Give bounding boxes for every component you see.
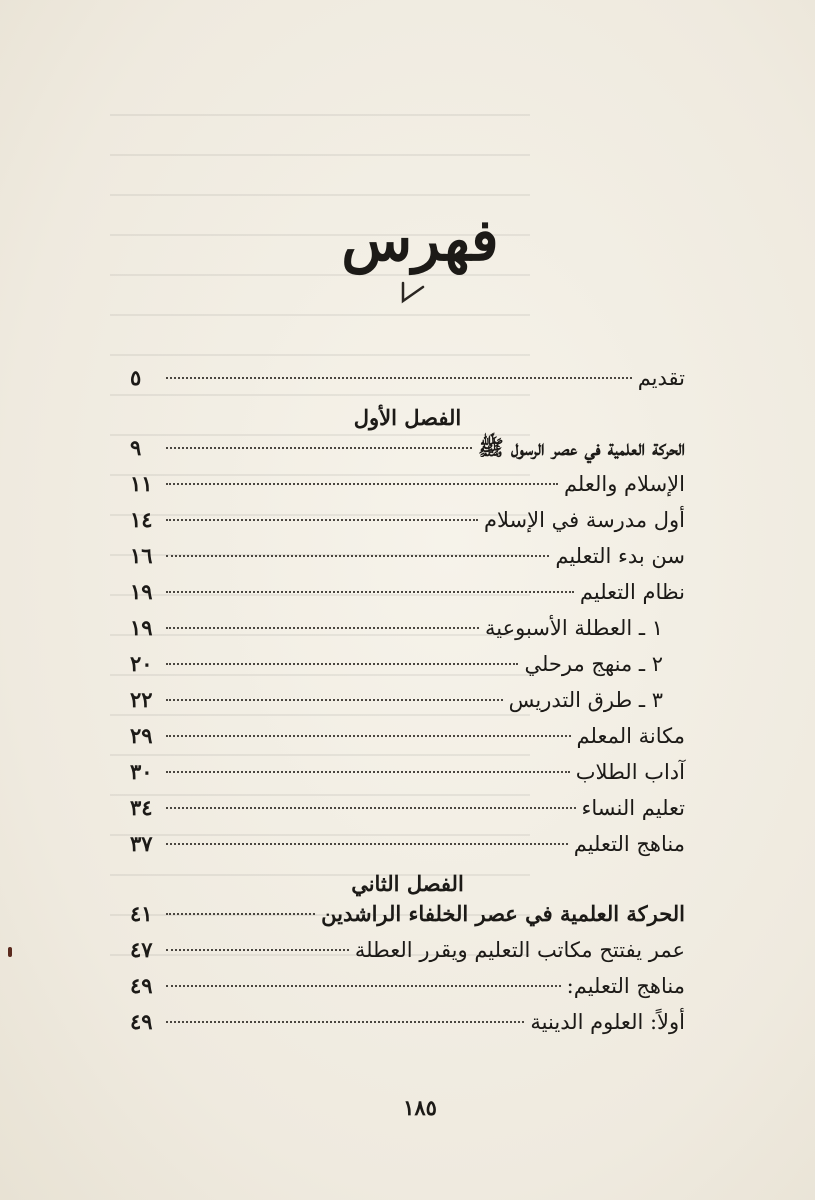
toc-entry-page: ٢٢ (130, 687, 153, 712)
toc-entry-label: عمر يفتتح مكاتب التعليم ويقرر العطلة (354, 938, 685, 962)
toc-entry-page: ١١ (130, 471, 153, 496)
toc-entry[interactable] (130, 615, 685, 651)
page-number: ١٨٥ (403, 1095, 437, 1120)
page-title: فهرس (341, 206, 499, 274)
toc-entry-label: الإسلام والعلم (563, 472, 685, 496)
toc-entry-label: نظام التعليم (579, 580, 685, 604)
toc-entry[interactable] (130, 579, 685, 615)
dot-leader (166, 735, 571, 737)
toc-entry[interactable] (130, 901, 685, 937)
toc-entry[interactable] (130, 723, 685, 759)
toc-entry[interactable] (130, 687, 685, 723)
toc-entry-page: ٤٩ (130, 973, 153, 998)
dot-leader (166, 447, 472, 449)
toc-entry[interactable] (130, 831, 685, 867)
toc-entry[interactable] (130, 759, 685, 795)
toc-entry-label: مكانة المعلم (576, 724, 685, 748)
toc-entry-page: ٩ (130, 435, 142, 460)
toc-entry-page: ٤٧ (130, 937, 153, 962)
toc-entry-label: أول مدرسة في الإسلام (483, 508, 685, 532)
toc-entry-label: مناهج التعليم (573, 832, 685, 856)
dot-leader (166, 807, 576, 809)
toc-entry[interactable] (130, 543, 685, 579)
toc-entry-page: ٣٤ (130, 795, 153, 820)
toc-entry-label: ١ ـ العطلة الأسبوعية (485, 616, 663, 640)
toc-entry-label: تعليم النساء (581, 796, 685, 820)
dot-leader (166, 771, 570, 773)
toc-entry[interactable] (130, 435, 685, 471)
toc-entry-label: ٢ ـ منهج مرحلي (524, 652, 663, 676)
dot-leader (166, 483, 558, 485)
toc-entry-page: ١٩ (130, 615, 153, 640)
dot-leader (166, 913, 315, 915)
toc-entry[interactable] (130, 507, 685, 543)
toc-entry-label: مناهج التعليم: (566, 974, 685, 998)
toc-entry-label: آداب الطلاب (575, 760, 685, 784)
toc-entry[interactable] (130, 651, 685, 687)
toc-entry-page: ٥ (130, 365, 142, 390)
toc-entry-label: أولاً: العلوم الدينية (530, 1010, 685, 1034)
dot-leader (166, 699, 503, 701)
paper-speck (8, 947, 12, 957)
dot-leader (166, 377, 632, 379)
toc-entry-page: ٣٧ (130, 831, 153, 856)
toc-entry[interactable] (130, 471, 685, 507)
toc-entry-page: ٤٩ (130, 1009, 153, 1034)
toc-entry-page: ١٩ (130, 579, 153, 604)
toc-entry-label: الحركة العلمية في عصر الخلفاء الراشدين (321, 901, 685, 926)
toc-entry[interactable] (130, 937, 685, 973)
dot-leader (166, 519, 478, 521)
dot-leader (166, 627, 479, 629)
toc-entry-page: ٣٠ (130, 759, 153, 784)
dot-leader (166, 663, 518, 665)
toc-entry-label: سن بدء التعليم (555, 544, 685, 568)
toc-entry-label: تقديم (637, 366, 685, 390)
chapter-heading: الفصل الثاني (351, 871, 464, 896)
toc-entry-page: ٢٩ (130, 723, 153, 748)
dot-leader (166, 1021, 524, 1023)
toc-entry[interactable] (130, 795, 685, 831)
toc-entry-page: ١٦ (130, 543, 153, 568)
dot-leader (166, 985, 561, 987)
table-of-contents (130, 365, 685, 1045)
toc-entry[interactable] (130, 365, 685, 401)
toc-entry[interactable] (130, 973, 685, 1009)
dot-leader (166, 843, 568, 845)
toc-entry-page: ٢٠ (130, 651, 153, 676)
dot-leader (166, 555, 549, 557)
toc-entry-label: الحركة العلمية في عصر الرسول ﷺ (478, 435, 685, 460)
toc-entry[interactable] (130, 1009, 685, 1045)
chapter-heading: الفصل الأول (353, 405, 462, 430)
toc-entry-label: ٣ ـ طرق التدريس (508, 688, 663, 712)
toc-entry-page: ٤١ (130, 901, 153, 926)
dot-leader (166, 949, 349, 951)
flourish-ornament (395, 275, 431, 311)
dot-leader (166, 591, 574, 593)
toc-entry-page: ١٤ (130, 507, 153, 532)
